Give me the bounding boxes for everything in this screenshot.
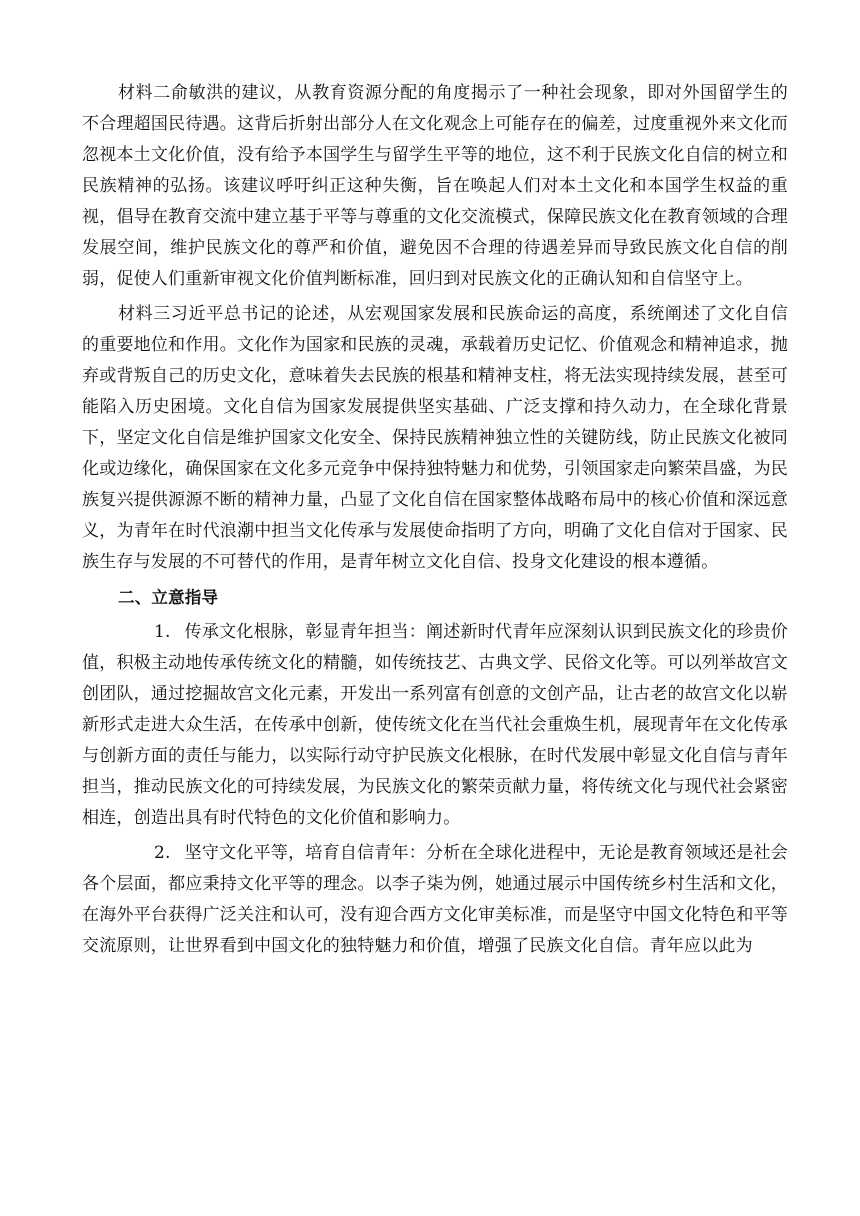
section-heading: 二、立意指导 [118,588,219,607]
list-item-number: 2. [154,843,171,863]
list-item-text: 传承文化根脉，彰显青年担当：阐述新时代青年应深刻认识到民族文化的珍贵价值，积极主动地传承传统文化的精髓，如传统技艺、古典文学、民俗文化等。可以列举故宫文创团队，通过挖掘故宫文化元素，开发出一系列富有创意的文创产品，让古老的故宫文化以崭新形式走进大众生活，在传承中创新，使传统文化在当代社会重焕生机，展现青年在文化传承与创新方面的责任与能力，以实际行动守护民族文化根脉，在时代发展中彰显文化自信与青年担当，推动民族文化的可持续发展，为民族文化的繁荣贡献力量，将传统文化与现代社会紧密相连，创造出具有时代特色的文化价值和影响力。 [82,622,788,828]
list-item-number: 1. [154,622,171,642]
paragraph-material-3: 材料三习近平总书记的论述，从宏观国家发展和民族命运的高度，系统阐述了文化自信的重要地位和作用。文化作为国家和民族的灵魂，承载着历史记忆、价值观念和精神追求，抛弃或背叛自己的历史文化，意味着失去民族的根基和精神支柱，将无法实现持续发展，甚至可能陷入历史困境。文化自信为国家发展提供坚实基础、广泛支撑和持久动力，在全球化背景下，坚定文化自信是维护国家文化安全、保持民族精神独立性的关键防线，防止民族文化被同化或边缘化，确保国家在文化多元竞争中保持独特魅力和优势，引领国家走向繁荣昌盛，为民族复兴提供源源不断的精神力量，凸显了文化自信在国家整体战略布局中的核心价值和深远意义，为青年在时代浪潮中担当文化传承与发展使命指明了方向，明确了文化自信对于国家、民族生存与发展的不可替代的作用，是青年树立文化自信、投身文化建设的根本遵循。 [82,304,788,572]
list-item-text: 坚守文化平等，培育自信青年：分析在全球化进程中，无论是教育领域还是社会各个层面，都应秉持文化平等的理念。以李子柒为例，她通过展示中国传统乡村生活和文化，在海外平台获得广泛关注和认可，没有迎合西方文化审美标准，而是坚守中国文化特色和平等交流原则，让世界看到中国文化的独特魅力和价值，增强了民族文化自信。青年应以此为 [82,843,788,956]
paragraph-material-2: 材料二俞敏洪的建议，从教育资源分配的角度揭示了一种社会现象，即对外国留学生的不合理超国民待遇。这背后折射出部分人在文化观念上可能存在的偏差，过度重视外来文化而忽视本土文化价值，没有给予本国学生与留学生平等的地位，这不利于民族文化自信的树立和民族精神的弘扬。该建议呼吁纠正这种失衡，旨在唤起人们对本土文化和本国学生权益的重视，倡导在教育交流中建立基于平等与尊重的文化交流模式，保障民族文化在教育领域的合理发展空间，维护民族文化的尊严和价值，避免因不合理的待遇差异而导致民族文化自信的削弱，促使人们重新审视文化价值判断标准，回归到对民族文化的正确认知和自信坚守上。 [82,83,788,289]
list-item [82,617,788,834]
list-item [82,838,788,962]
document-page [82,78,788,966]
